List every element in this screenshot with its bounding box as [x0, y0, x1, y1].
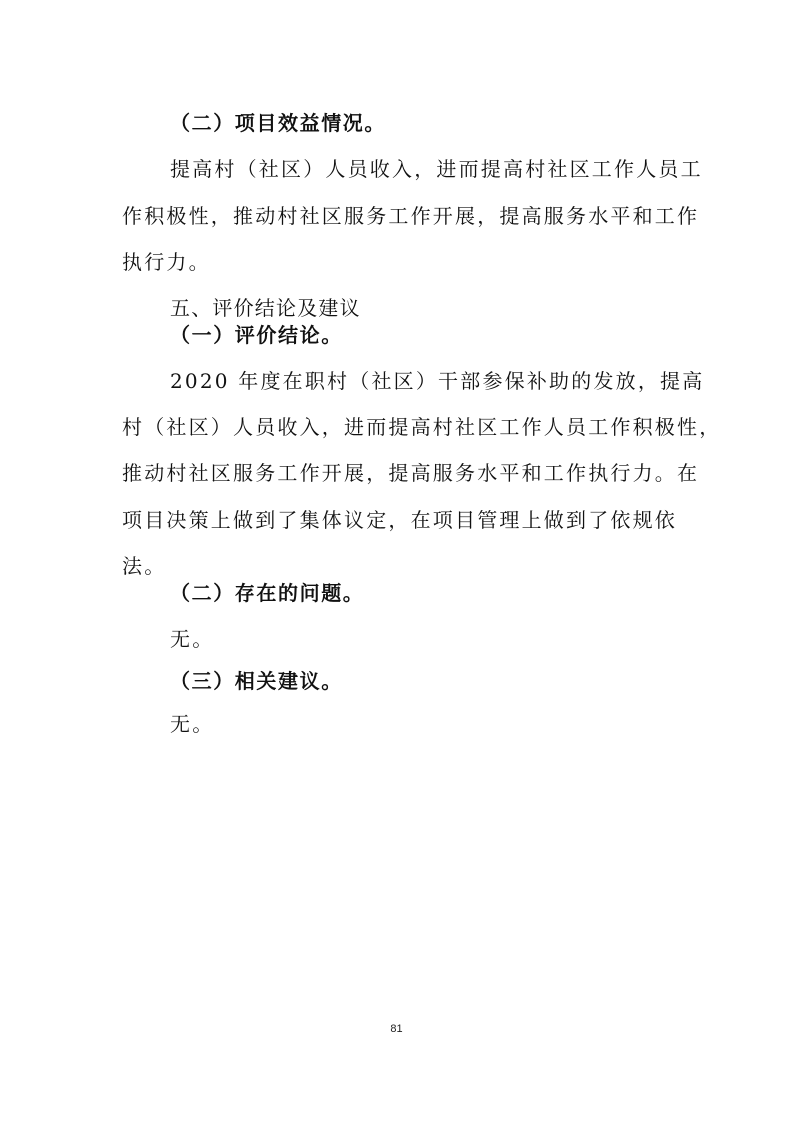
conclusion-paragraph-line: 法。: [122, 554, 167, 578]
conclusion-paragraph-line: 村（社区）人员收入，进而提高村社区工作人员工作积极性，: [122, 415, 722, 439]
conclusion-paragraph-line: 推动村社区服务工作开展，提高服务水平和工作执行力。在: [122, 461, 700, 485]
problems-heading: （二）存在的问题。: [170, 581, 365, 605]
conclusion-paragraph-line: 2020 年度在职村（社区）干部参保补助的发放，提高: [170, 369, 705, 393]
problems-text: 无。: [170, 627, 215, 651]
conclusion-heading: （一）评价结论。: [170, 323, 343, 347]
benefits-paragraph-line: 提高村（社区）人员收入，进而提高村社区工作人员工: [170, 157, 703, 181]
suggestions-heading: （三）相关建议。: [170, 669, 343, 693]
benefits-paragraph-line: 执行力。: [122, 250, 211, 274]
evaluation-section-heading: 五、评价结论及建议: [170, 296, 361, 320]
benefits-paragraph-line: 作积极性，推动村社区服务工作开展，提高服务水平和工作: [122, 204, 700, 228]
conclusion-paragraph-line: 项目决策上做到了集体议定，在项目管理上做到了依规依: [122, 508, 677, 532]
page-number: 81: [390, 1023, 403, 1035]
suggestions-text: 无。: [170, 712, 215, 736]
benefits-heading: （二）项目效益情况。: [170, 111, 386, 135]
